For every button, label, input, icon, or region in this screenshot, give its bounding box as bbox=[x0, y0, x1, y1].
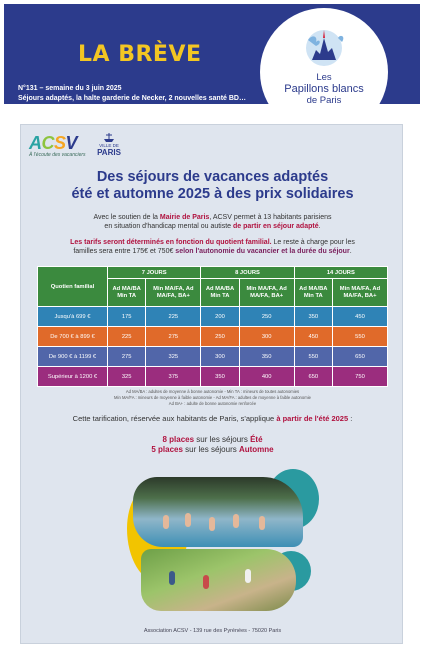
issue-info bbox=[18, 84, 246, 104]
acsv-letter-c: C bbox=[41, 133, 54, 153]
newsletter-title: LA BRÈVE bbox=[78, 42, 202, 67]
places-ete-count: 8 places bbox=[162, 435, 195, 444]
paris-small-text: VILLE DE bbox=[99, 143, 119, 148]
logo-line-2: Papillons blancs bbox=[284, 83, 364, 95]
table-legend bbox=[21, 389, 403, 407]
pricing-note bbox=[31, 414, 394, 423]
tarifs-text-2: familles sera entre 175€ et 750€ bbox=[73, 248, 176, 255]
intro-text-1: Avec le soutien de la bbox=[93, 214, 160, 221]
table-cell: 375 bbox=[146, 367, 201, 387]
legend-line-2: Min MA/FA : mineurs de moyenne à faible autonomie - Ad MA/FA : adultes de moyenne à faible autonomie bbox=[114, 395, 311, 400]
legend-line-3: Ad BA+ : adulte de bonne autonomie renforcée bbox=[168, 401, 257, 406]
table-header-7-jours: 7 JOURS bbox=[108, 267, 201, 279]
table-cell: 450 bbox=[294, 327, 332, 347]
table-row bbox=[38, 367, 388, 387]
tarifs-lead: Les tarifs seront déterminés en fonction du quotient familial. bbox=[70, 239, 272, 246]
intro-paragraph bbox=[41, 213, 384, 231]
table-cell: 350 bbox=[201, 367, 239, 387]
row-label: De 900 € à 1199 € bbox=[38, 347, 108, 367]
pricing-note-text: Cette tarification, réservée aux habitants de Paris, s'applique bbox=[72, 414, 277, 423]
table-header-14-jours: 14 JOURS bbox=[294, 267, 387, 279]
tarifs-end: . bbox=[349, 248, 352, 255]
person-figure bbox=[169, 571, 175, 585]
table-cell: 350 bbox=[294, 307, 332, 327]
pricing-note-end: : bbox=[348, 414, 353, 423]
logo-line-3: de Paris bbox=[306, 95, 342, 106]
places-automne-text: sur les séjours bbox=[182, 445, 239, 454]
intro-text-3: en situation d'handicap mental ou autiste bbox=[104, 223, 234, 230]
places-ete-text: sur les séjours bbox=[194, 435, 251, 444]
table-subheader: Min MA/FA, Ad MA/FA, BA+ bbox=[332, 279, 387, 307]
table-cell: 325 bbox=[108, 367, 146, 387]
tarifs-bold: selon l'autonomie du vacancier et la durée du séjour bbox=[175, 248, 350, 255]
table-cell: 300 bbox=[201, 347, 239, 367]
person-figure bbox=[259, 516, 265, 530]
acsv-letter-v: V bbox=[65, 133, 78, 153]
person-figure bbox=[163, 515, 169, 529]
acsv-tagline: À l'écoute des vacanciers bbox=[29, 152, 86, 158]
table-cell: 650 bbox=[332, 347, 387, 367]
acsv-letter-a: A bbox=[29, 133, 42, 153]
table-subheader: Ad MA/BA Min TA bbox=[108, 279, 146, 307]
intro-highlight-mairie: Mairie de Paris bbox=[159, 214, 210, 221]
table-cell: 300 bbox=[239, 327, 294, 347]
places-line-automne bbox=[61, 445, 364, 455]
table-cell: 250 bbox=[239, 307, 294, 327]
papillons-blancs-logo bbox=[260, 8, 388, 136]
photo-collage bbox=[121, 465, 311, 615]
table-subheader: Min MA/FA, Ad MA/FA, BA+ bbox=[146, 279, 201, 307]
poster-title-line-2: été et automne 2025 à des prix solidaires bbox=[71, 186, 354, 202]
pricing-note-highlight: à partir de l'été 2025 bbox=[276, 414, 349, 423]
table-cell: 550 bbox=[294, 347, 332, 367]
tarifs-text-1: Le reste à charge pour les bbox=[271, 239, 355, 246]
poster-image bbox=[20, 124, 403, 644]
issue-topics: Séjours adaptés, la halte garderie de Necker, 2 nouvelles santé BD… bbox=[18, 95, 246, 102]
intro-highlight-sejour: de partir en séjour adapté bbox=[233, 223, 319, 230]
table-subheader: Ad MA/BA Min TA bbox=[294, 279, 332, 307]
table-cell: 250 bbox=[201, 327, 239, 347]
legend-line-1: Ad MA/BA : adultes de moyenne à bonne autonomie - Min TA : mineurs de toutes autonomies bbox=[125, 389, 300, 394]
table-cell: 350 bbox=[239, 347, 294, 367]
row-label: De 700 € à 899 € bbox=[38, 327, 108, 347]
table-cell: 750 bbox=[332, 367, 387, 387]
table-cell: 450 bbox=[332, 307, 387, 327]
table-row bbox=[38, 307, 388, 327]
places-info bbox=[61, 435, 364, 455]
tarifs-table bbox=[37, 266, 388, 387]
person-figure bbox=[209, 517, 215, 531]
table-subheader: Ad MA/BA Min TA bbox=[201, 279, 239, 307]
butterfly-city-icon bbox=[294, 24, 354, 70]
intro-text-4: . bbox=[318, 223, 321, 230]
poster-title-line-1: Des séjours de vacances adaptés bbox=[96, 169, 329, 185]
person-figure bbox=[185, 513, 191, 527]
table-subheader: Min MA/FA, Ad MA/FA, BA+ bbox=[239, 279, 294, 307]
table-cell: 175 bbox=[108, 307, 146, 327]
logo-line-1: Les bbox=[316, 72, 332, 83]
outdoor-activity-photo bbox=[141, 549, 296, 611]
places-line-ete bbox=[61, 435, 364, 445]
places-ete-season: Été bbox=[250, 435, 263, 444]
table-cell: 650 bbox=[294, 367, 332, 387]
ville-de-paris-logo bbox=[93, 133, 125, 157]
issue-date: N°131 – semaine du 3 juin 2025 bbox=[18, 85, 122, 92]
paris-big-text: PARIS bbox=[97, 148, 121, 157]
table-cell: 225 bbox=[108, 327, 146, 347]
swimming-pool-photo bbox=[133, 477, 303, 547]
table-row bbox=[38, 347, 388, 367]
table-cell: 225 bbox=[146, 307, 201, 327]
person-figure bbox=[245, 569, 251, 583]
places-automne-count: 5 places bbox=[151, 445, 183, 454]
table-cell: 200 bbox=[201, 307, 239, 327]
acsv-logo bbox=[29, 133, 77, 154]
row-label: Jusqu'à 699 € bbox=[38, 307, 108, 327]
logo-text bbox=[260, 72, 388, 106]
places-automne-season: Automne bbox=[238, 445, 274, 454]
table-cell: 275 bbox=[108, 347, 146, 367]
table-cell: 275 bbox=[146, 327, 201, 347]
table-header-8-jours: 8 JOURS bbox=[201, 267, 294, 279]
table-cell: 400 bbox=[239, 367, 294, 387]
tarifs-paragraph bbox=[33, 238, 392, 256]
intro-text-2: , ACSV permet à 13 habitants parisiens bbox=[209, 214, 332, 221]
acsv-letter-s: S bbox=[54, 133, 66, 153]
table-cell: 550 bbox=[332, 327, 387, 347]
poster-footer: Association ACSV - 139 rue des Pyrénées - 75020 Paris bbox=[143, 628, 282, 634]
table-cell: 325 bbox=[146, 347, 201, 367]
table-row bbox=[38, 327, 388, 347]
paris-ship-icon bbox=[103, 133, 115, 143]
table-header-quotient: Quotien familial bbox=[38, 267, 108, 307]
person-figure bbox=[203, 575, 209, 589]
person-figure bbox=[233, 514, 239, 528]
row-label: Supérieur à 1200 € bbox=[38, 367, 108, 387]
